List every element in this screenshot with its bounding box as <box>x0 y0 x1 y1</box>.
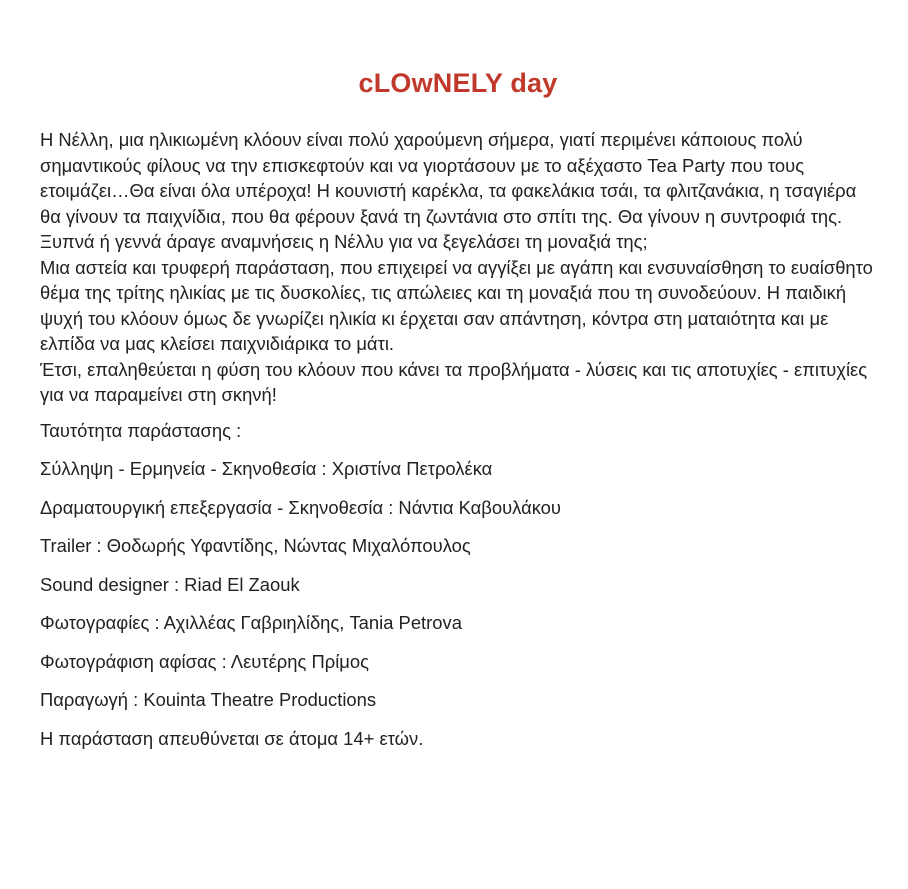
credit-poster-photo: Φωτογράφιση αφίσας : Λευτέρης Πρίμος <box>40 650 369 672</box>
description-paragraph-3: Έτσι, επαληθεύεται η φύση του κλόουν που κάνει τα προβλήματα - λύσεις και τις αποτυχίες - επιτυχίες για να παραμείνει στη σκηνή! <box>40 358 868 405</box>
page-title: cLOwNELY day <box>358 68 558 98</box>
credits-block <box>40 418 876 765</box>
credits-heading: Ταυτότητα παράστασης : <box>40 419 242 441</box>
description-paragraph-1: Η Νέλλη, μια ηλικιωμένη κλόουν είναι πολύ χαρούμενη σήμερα, γιατί περιμένει κάποιους πολύ σημαντικούς φίλους να την επισκεφτούν και να γιορτάσουν με το αξέχαστο Tea Party που τους ετοιμάζει…Θα είναι όλα υπέροχα! Η κουνιστή καρέκλα, τα φακελάκια τσάι, τα φλιτζανάκια, η τσαγιέρα θα γίνουν τα παιχνίδια, που θα φέρουν ξανά τη ζωντάνια στο σπίτι της. Θα γίνουν η συντροφιά της. Ξυπνά ή γεννά άραγε αναμνήσεις η Νέλλυ για να ξεγελάσει τη μοναξιά της; <box>40 129 857 252</box>
description-paragraph-2: Μια αστεία και τρυφερή παράσταση, που επιχειρεί να αγγίξει με αγάπη και ενσυναίσθηση το ευαίσθητο θέμα της τρίτης ηλικίας με τις δυσκολίες, τις απώλειες και τη μοναξιά που τη συνοδεύουν. Η παιδική ψυχή του κλόουν όμως δε γνωρίζει ηλικία κι έρχεται σαν απάντηση, κόντρα στη ματαιότητα και με ελπίδα να μας κλείσει παιχνιδιάρικα το μάτι. <box>40 256 873 354</box>
audience-note: Η παράσταση απευθύνεται σε άτομα 14+ ετών. <box>40 727 424 749</box>
credit-production: Παραγωγή : Kouinta Theatre Productions <box>40 689 377 710</box>
credit-trailer: Trailer : Θοδωρής Υφαντίδης, Νώντας Μιχαλόπουλος <box>40 535 471 556</box>
credit-photography: Φωτογραφίες : Αχιλλέας Γαβριηλίδης, Tania Petrova <box>40 612 462 633</box>
credit-dramaturgy: Δραματουργική επεξεργασία - Σκηνοθεσία : Νάντια Καβουλάκου <box>40 496 561 518</box>
credit-concept: Σύλληψη - Ερμηνεία - Σκηνοθεσία : Χριστίνα Πετρολέκα <box>40 458 493 479</box>
credit-sound-designer: Sound designer : Riad El Zaouk <box>40 573 300 595</box>
description-block <box>40 127 876 408</box>
